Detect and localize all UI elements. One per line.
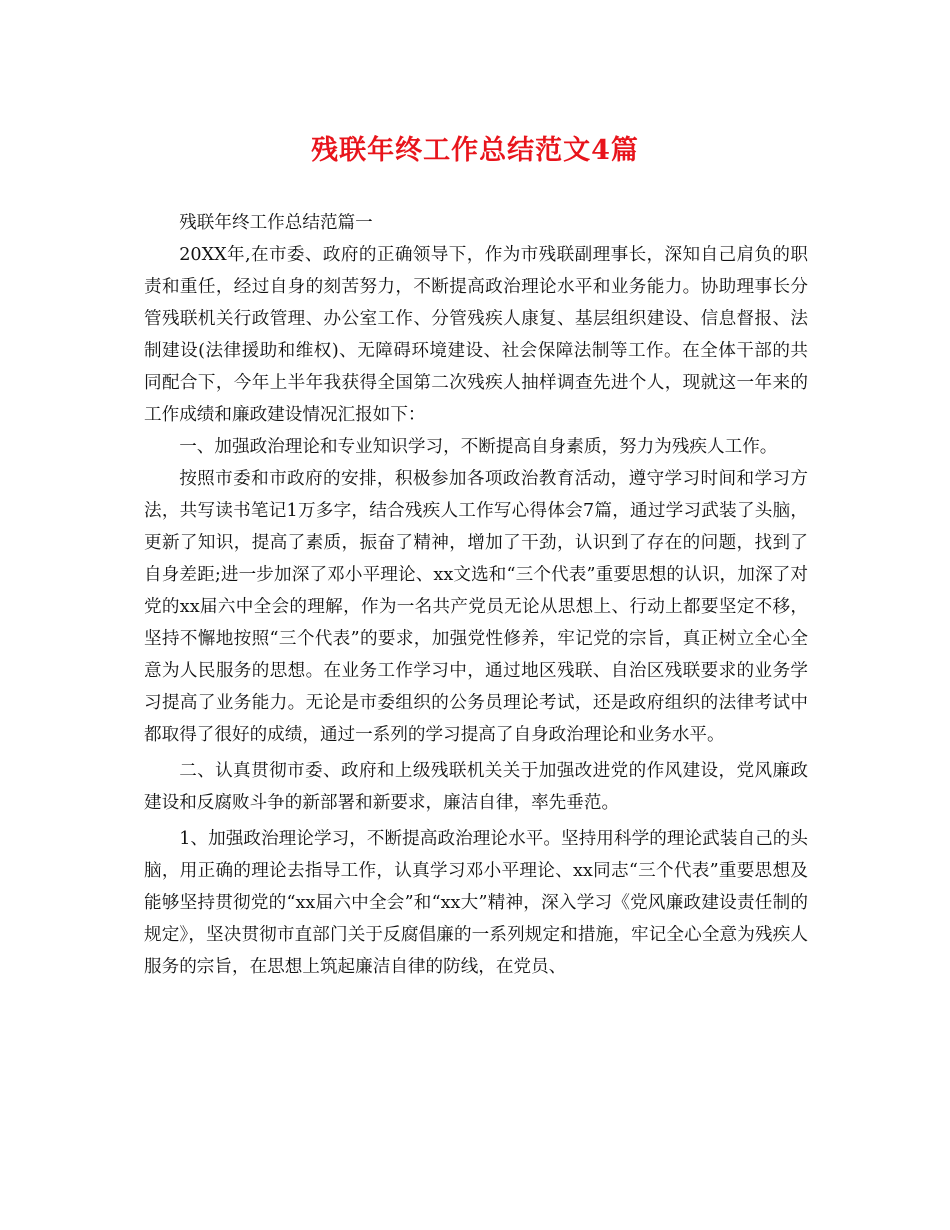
document-title: 残联年终工作总结范文4篇 xyxy=(311,135,639,166)
section-point-1: 一、加强政治理论和专业知识学习，不断提高自身素质，努力为残疾人工作。 xyxy=(179,437,778,457)
paragraph-intro: 20XX年,在市委、政府的正确领导下，作为市残联副理事长，深知自己肩负的职责和重任，经过自身的刻苦努力，不断提高政治理论水平和业务能力。协助理事长分管残联机关行政管理、办公室工作、分管残疾人康复、基层组织建设、信息督报、法制建设(法律援助和维权)、无障碍环境建设、社会保障法制等工作。在全体干部的共同配合下，今年上半年我获得全国第二次残疾人抽样调查先进个人，现就这一年来的工作成绩和廉政建设情况汇报如下： xyxy=(144,245,808,425)
section-heading-1: 残联年终工作总结范篇一 xyxy=(179,213,373,233)
document-body xyxy=(144,207,808,983)
paragraph-study: 按照市委和市政府的安排，积极参加各项政治教育活动，遵守学习时间和学习方法，共写读书笔记1万多字，结合残疾人工作写心得体会7篇，通过学习武装了头脑，更新了知识，提高了素质，振奋了精神，增加了干劲，认识到了存在的问题，找到了自身差距;进一步加深了邓小平理论、xx文选和“三个代表”重要思想的认识，加深了对党的xx届六中全会的理解，作为一名共产党员无论从思想上、行动上都要坚定不移，坚持不懈地按照“三个代表”的要求，加强党性修养，牢记党的宗旨，真正树立全心全意为人民服务的思想。在业务工作学习中，通过地区残联、自治区残联要求的业务学习提高了业务能力。无论是市委组织的公务员理论考试，还是政府组织的法律考试中都取得了很好的成绩，通过一系列的学习提高了自身政治理论和业务水平。 xyxy=(144,469,808,745)
section-point-2: 二、认真贯彻市委、政府和上级残联机关关于加强改进党的作风建设，党风廉政建设和反腐败斗争的新部署和新要求，廉洁自律，率先垂范。 xyxy=(144,761,808,813)
paragraph-point-2-1: 1、加强政治理论学习，不断提高政治理论水平。坚持用科学的理论武装自己的头脑，用正确的理论去指导工作，认真学习邓小平理论、xx同志“三个代表”重要思想及能够坚持贯彻党的“xx届六中全会”和“xx大”精神，深入学习《党风廉政建设责任制的规定》，坚决贯彻市直部门关于反腐倡廉的一系列规定和措施，牢记全心全意为残疾人服务的宗旨，在思想上筑起廉洁自律的防线，在党员、 xyxy=(144,829,808,977)
